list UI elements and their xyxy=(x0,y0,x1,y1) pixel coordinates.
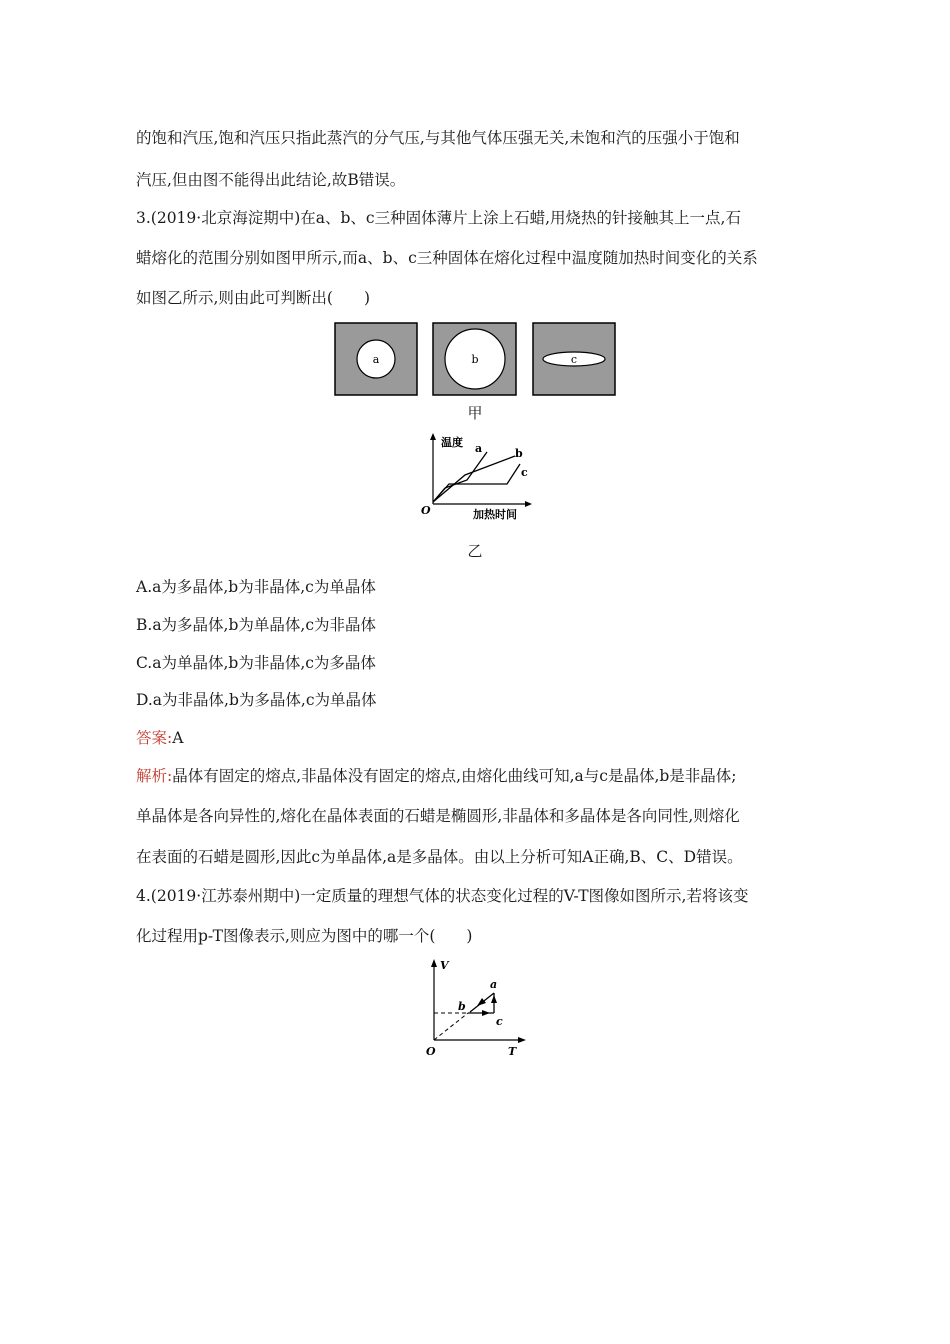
analysis-line-2: 单晶体是各向异性的,熔化在晶体表面的石蜡是椭圆形,非晶体和多晶体是各向同性,则熔化 xyxy=(136,807,740,825)
panel-c xyxy=(533,323,615,395)
vt-x-label: T xyxy=(508,1045,517,1058)
caption-jia: 甲 xyxy=(467,404,483,422)
arrow-a-to-b xyxy=(477,998,486,1006)
panel-a xyxy=(335,323,417,395)
option-a: A.a为多晶体,b为非晶体,c为单晶体 xyxy=(136,578,376,596)
series-label-a: a xyxy=(475,442,483,455)
vt-origin-label: O xyxy=(426,1045,436,1058)
vt-x-axis-arrow xyxy=(518,1037,526,1043)
label-b: b xyxy=(471,353,479,366)
panel-b xyxy=(433,323,516,395)
analysis-line-3: 在表面的石蜡是圆形,因此c为单晶体,a是多晶体。由以上分析可知A正确,B、C、D错误。 xyxy=(136,848,743,866)
option-b: B.a为多晶体,b为单晶体,c为非晶体 xyxy=(136,616,377,634)
vt-y-label: V xyxy=(440,959,449,972)
x-axis-label: 加热时间 xyxy=(473,508,517,521)
arrow-c-to-a xyxy=(491,995,497,1003)
label-c: c xyxy=(570,353,578,366)
origin-label: O xyxy=(421,504,431,517)
figure-vt xyxy=(420,955,530,1060)
q4-line-1: 4.(2019·江苏泰州期中)一定质量的理想气体的状态变化过程的V-T图像如图所示,若将该变 xyxy=(136,887,749,905)
intro-line-2: 汽压,但由图不能得出此结论,故B错误。 xyxy=(136,171,406,189)
series-label-c: c xyxy=(521,466,528,479)
y-axis-arrow xyxy=(430,433,436,440)
point-label-c: c xyxy=(496,1015,503,1028)
option-d: D.a为非晶体,b为多晶体,c为单晶体 xyxy=(136,691,377,709)
vt-y-axis-arrow xyxy=(431,959,437,967)
figure-yi xyxy=(415,430,535,522)
q3-line-2: 蜡熔化的范围分别如图甲所示,而a、b、c三种固体在熔化过程中温度随加热时间变化的关系 xyxy=(136,249,758,267)
curve-c xyxy=(433,464,520,502)
answer-value: A xyxy=(172,729,184,747)
answer-label: 答案: xyxy=(136,729,173,747)
figure-jia xyxy=(330,320,620,400)
arrow-b-to-c xyxy=(482,1010,490,1016)
series-label-b: b xyxy=(515,447,523,460)
point-label-a: a xyxy=(490,978,498,991)
caption-yi: 乙 xyxy=(467,542,483,560)
option-c: C.a为单晶体,b为非晶体,c为多晶体 xyxy=(136,654,376,672)
curve-b xyxy=(433,456,515,502)
q4-line-2: 化过程用p-T图像表示,则应为图中的哪一个( ) xyxy=(136,927,473,945)
label-a: a xyxy=(372,353,380,366)
analysis-line-1 xyxy=(136,766,737,786)
q3-line-3: 如图乙所示,则由此可判断出( ) xyxy=(136,289,371,307)
point-label-b: b xyxy=(458,1000,466,1013)
answer-line xyxy=(136,728,183,748)
intro-line-1: 的饱和汽压,饱和汽压只指此蒸汽的分气压,与其他气体压强无关,未饱和汽的压强小于饱和 xyxy=(136,129,740,147)
x-axis-arrow xyxy=(525,501,532,507)
q3-line-1: 3.(2019·北京海淀期中)在a、b、c三种固体薄片上涂上石蜡,用烧热的针接触其上一点,石 xyxy=(136,209,741,227)
analysis-label: 解析: xyxy=(136,767,173,785)
dashed-guide-diagonal xyxy=(434,1013,468,1040)
analysis-text-1: 晶体有固定的熔点,非晶体没有固定的熔点,由熔化曲线可知,a与c是晶体,b是非晶体; xyxy=(172,767,737,785)
y-axis-label: 温度 xyxy=(441,436,463,449)
